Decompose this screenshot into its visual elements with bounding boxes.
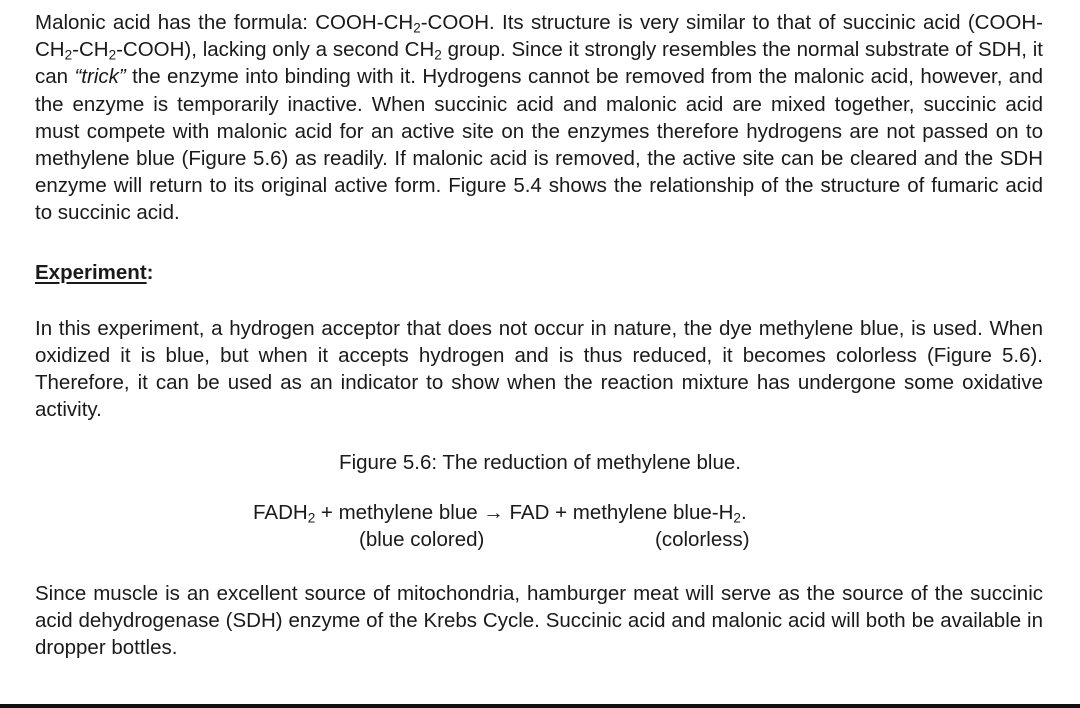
closing-paragraph: Since muscle is an excellent source of mitochondria, hamburger meat will serve as the source of the succinic acid dehydrogenase (SDH) enzyme of the Krebs Cycle. Succinic acid and malonic acid will both be available in dropper bottles.	[35, 581, 1043, 660]
subscript-2: 2	[108, 47, 117, 63]
equation-subscript-1: 2	[307, 510, 316, 526]
intro-text-6: the enzyme into binding with it. Hydrogens cannot be removed from the malonic acid, however, and the enzyme is temporarily inactive. When succinic acid and malonic acid are mixed together, succinic acid must compete with malonic acid for an active site on the enzymes therefore hydrogens are not passed on to methylene blue (Figure 5.6) as readily. If malonic acid is removed, the active site can be cleared and the SDH enzyme will return to its original active form. Figure 5.4 shows the relationship of the structure of fumaric acid to succinic acid.	[35, 65, 1043, 225]
equation-subscript-2: 2	[733, 510, 741, 526]
intro-text-4: -COOH), lacking only a second CH	[116, 38, 435, 62]
equation-part-2: + methylene blue → FAD + methylene blue-H	[315, 500, 734, 524]
intro-text-3: -CH	[72, 38, 109, 62]
equation-part-1: FADH	[253, 500, 308, 524]
bottom-border-rule	[0, 704, 1080, 708]
experiment-heading-label: Experiment	[35, 260, 147, 284]
subscript-2: 2	[434, 47, 442, 63]
figure-caption: Figure 5.6: The reduction of methylene blue.	[339, 451, 741, 475]
experiment-paragraph: In this experiment, a hydrogen acceptor that does not occur in nature, the dye methylene blue, is used. When oxidized it is blue, but when it accepts hydrogen and is thus reduced, it becomes colorless (Figure 5.6). Therefore, it can be used as an indicator to show when the reaction mixture has undergone some oxidative activity.	[35, 316, 1043, 422]
equation-line	[253, 499, 747, 526]
document-page	[35, 9, 1043, 661]
experiment-heading	[35, 259, 1043, 287]
subscript-2: 2	[413, 20, 421, 36]
intro-paragraph	[35, 9, 1043, 227]
reaction-equation	[35, 499, 1043, 555]
experiment-heading-colon: :	[146, 260, 154, 284]
equation-note-colorless: (colorless)	[655, 527, 750, 551]
subscript-2: 2	[64, 47, 73, 63]
equation-note-blue: (blue colored)	[359, 527, 485, 551]
intro-text-2: -COOH. Its structure is very similar to that of succinic acid (COOH-CH	[35, 11, 1044, 62]
intro-text-1: Malonic acid has the formula: COOH-CH	[35, 11, 414, 34]
equation-part-3: .	[740, 500, 747, 524]
trick-italic-word: “trick”	[74, 65, 126, 89]
intro-text-5: group. Since it strongly resembles the normal substrate of SDH, it can	[35, 38, 1043, 89]
